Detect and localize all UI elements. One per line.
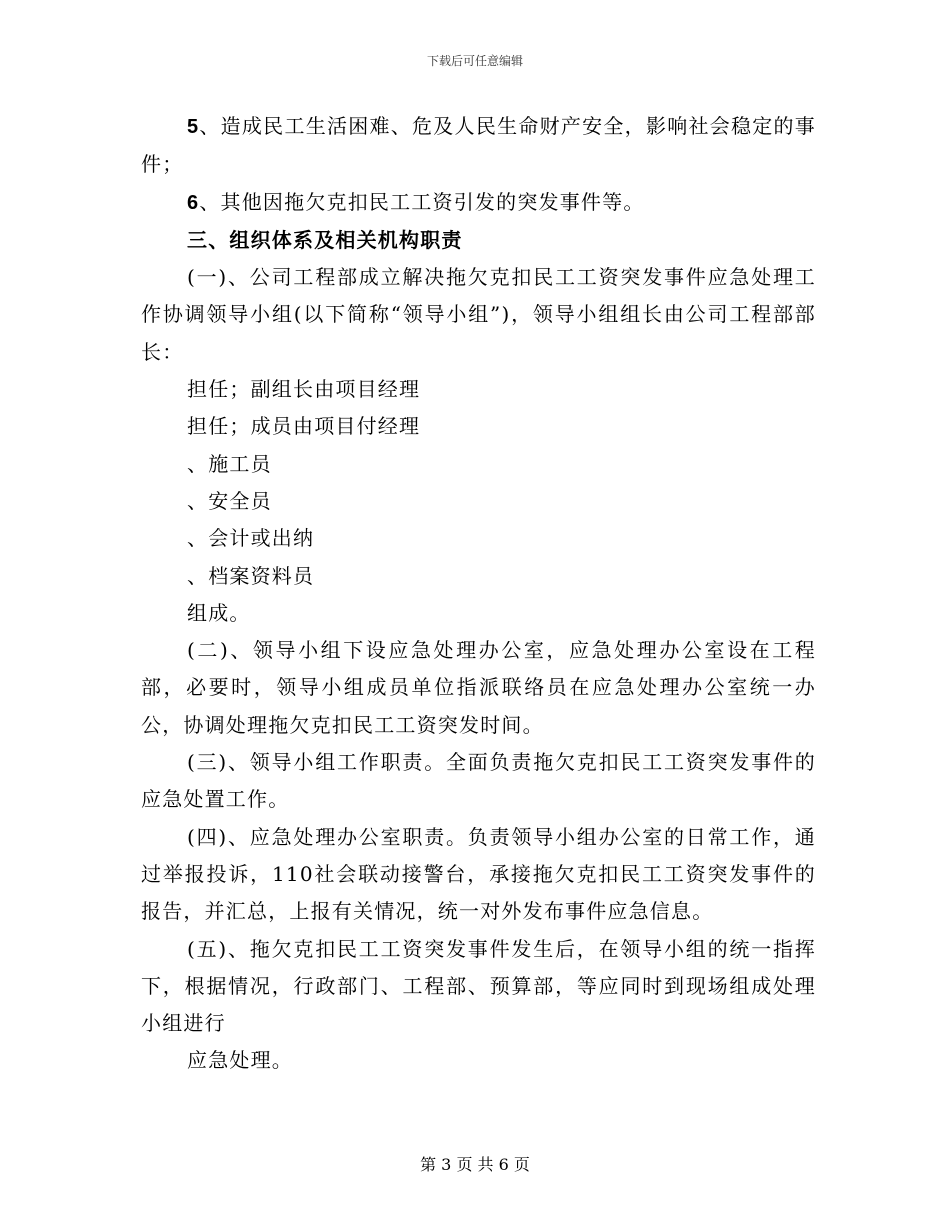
paragraph-line: 、档案资料员 (187, 563, 315, 588)
paragraph-line: 应急处理。 (187, 1048, 293, 1073)
paragraph-line: 担任；副组长由项目经理 (187, 377, 421, 402)
paragraph-line: 担任；成员由项目付经理 (187, 414, 421, 439)
paragraph-line: 、会计或出纳 (187, 526, 315, 551)
document-body (141, 108, 816, 1080)
paragraph-line: 组成。 (187, 600, 251, 625)
paragraph-line: 、施工员 (187, 451, 272, 476)
paragraph-text: 、造成民工生活困难、危及人民生命财产安全，影响社会稳定的事件； (141, 114, 816, 177)
page-footer: 第 3 页 共 6 页 (420, 1155, 530, 1174)
paragraph-section-4: (四)、应急处理办公室职责。负责领导小组办公室的日常工作，通过举报投诉，110社会联动接警台，承接拖欠克扣民工工资突发事件的报告，并汇总，上报有关情况，统一对外发布事件应急信息。 (141, 824, 816, 924)
paragraph-section-1: (一)、公司工程部成立解决拖欠克扣民工工资突发事件应急处理工作协调领导小组(以下简称“领导小组”)，领导小组组长由公司工程部部长： (141, 265, 816, 364)
paragraph-section-5: (五)、拖欠克扣民工工资突发事件发生后，在领导小组的统一指挥下，根据情况，行政部门、工程部、预算部，等应同时到现场组成处理小组进行 (141, 936, 816, 1036)
section-heading: 三、组织体系及相关机构职责 (187, 227, 463, 252)
paragraph-item-5 (141, 108, 816, 184)
paragraph-section-2: (二)、领导小组下设应急处理办公室，应急处理办公室设在工程部，必要时，领导小组成员单位指派联络员在应急处理办公室统一办公，协调处理拖欠克扣民工工资突发时间。 (141, 638, 816, 737)
paragraph-section-3: (三)、领导小组工作职责。全面负责拖欠克扣民工工资突发事件的应急处置工作。 (141, 750, 816, 812)
page-header: 下载后可任意编辑 (426, 54, 523, 68)
item-number: 5 (187, 116, 200, 138)
paragraph-line: 、安全员 (187, 488, 272, 513)
paragraph-text: 、其他因拖欠克扣民工工资引发的突发事件等。 (199, 189, 645, 214)
item-number: 6 (187, 191, 200, 214)
paragraph-item-6 (141, 184, 816, 222)
